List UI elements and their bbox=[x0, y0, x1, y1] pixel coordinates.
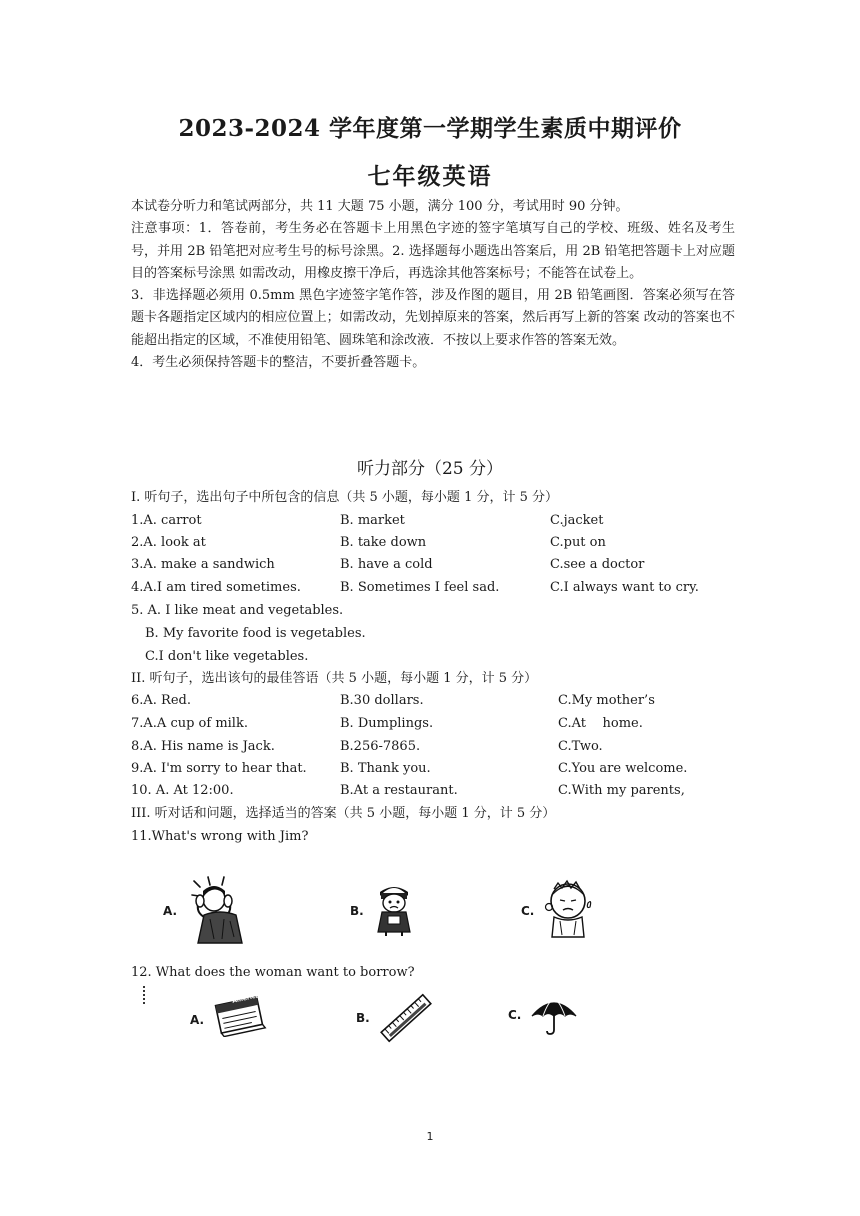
note-item-4: 4．考生必须保持答题卡的整洁，不要折叠答题卡。 bbox=[131, 355, 426, 371]
q10-option-c: C.With my parents, bbox=[558, 783, 685, 798]
q4-option-b: B. Sometimes I feel sad. bbox=[340, 580, 500, 595]
umbrella-icon bbox=[530, 996, 578, 1036]
q12-question: 12. What does the woman want to borrow? bbox=[131, 965, 415, 980]
q9-option-b: B. Thank you. bbox=[340, 761, 431, 776]
q10-option-a: 10. A. At 12:00. bbox=[131, 783, 234, 798]
q7-option-c: C.At home. bbox=[558, 716, 643, 731]
q5-option-a: 5. A. I like meat and vegetables. bbox=[131, 603, 344, 618]
q11-question: 11.What's wrong with Jim? bbox=[131, 829, 309, 844]
q11-letter-c: C. bbox=[521, 904, 535, 918]
q9-option-c: C.You are welcome. bbox=[558, 761, 688, 776]
q12-letter-c: C. bbox=[508, 1008, 522, 1022]
q6-option-c: C.My mother’s bbox=[558, 693, 655, 708]
note-item-3: 3．非选择题必须用 0.5mm 黑色字迹签字笔作答，涉及作图的题目，用 2B 铅笔画图．答案必须写在答题卡各题指定区域内的相应位置上；如需改动，先划掉原来的答案，然后再写上新的答案 改动的答案也不能超出指定的区域，不准使用铅笔、圆珠笔和涂改液．不按以上要求作答的答案无效。 bbox=[131, 288, 735, 348]
q2-option-c: C.put on bbox=[550, 535, 606, 550]
exam-subtitle: 七年级英语 bbox=[367, 163, 493, 190]
part2-instruction: II. 听句子，选出该句的最佳答语（共 5 小题，每小题 1 分，计 5 分） bbox=[131, 671, 538, 686]
exam-instructions bbox=[131, 196, 735, 374]
q2-option-b: B. take down bbox=[340, 535, 427, 550]
q9-option-a: 9.A. I'm sorry to hear that. bbox=[131, 761, 307, 776]
q12-letter-a: A. bbox=[190, 1013, 205, 1027]
q8-option-a: 8.A. His name is Jack. bbox=[131, 739, 275, 754]
q11-letter-a: A. bbox=[163, 904, 178, 918]
part1-instruction: I. 听句子，选出句子中所包含的信息（共 5 小题，每小题 1 分，计 5 分） bbox=[131, 490, 559, 505]
q3-option-c: C.see a doctor bbox=[550, 557, 645, 572]
q11-letter-b: B. bbox=[350, 904, 364, 918]
note-item-1: 注意事项：1．答卷前，考生务必在答题卡上用黑色字迹的签字笔填写自己的学校、班级、姓名及考生号，并用 2B 铅笔把对应考生号的标号涂黑。2. 选择题每小题选出答案后，用 2B 铅笔把答题卡上对应题目的答案标号涂黑 如需改动，用橡皮擦干净后，再选涂其他答案标号；不能答在试卷上。 bbox=[131, 221, 735, 281]
margin-dots bbox=[143, 986, 147, 1004]
q1-option-b: B. market bbox=[340, 513, 405, 528]
page-number: 1 bbox=[426, 1130, 434, 1143]
q6-option-a: 6.A. Red. bbox=[131, 693, 191, 708]
book-cover-text: America bbox=[231, 992, 261, 1005]
sick-boy-icon bbox=[372, 882, 416, 936]
q3-option-b: B. have a cold bbox=[340, 557, 433, 572]
q8-option-c: C.Two. bbox=[558, 739, 603, 754]
q7-option-b: B. Dumplings. bbox=[340, 716, 434, 731]
q2-option-a: 2.A. look at bbox=[131, 535, 206, 550]
q6-option-b: B.30 dollars. bbox=[340, 693, 424, 708]
q7-option-a: 7.A.A cup of milk. bbox=[131, 716, 248, 731]
ruler-icon bbox=[378, 990, 434, 1046]
q10-option-b: B.At a restaurant. bbox=[340, 783, 458, 798]
q12-letter-b: B. bbox=[356, 1011, 370, 1025]
q8-option-b: B.256-7865. bbox=[340, 739, 421, 754]
q5-option-c: C.I don't like vegetables. bbox=[145, 649, 309, 664]
q5-option-b: B. My favorite food is vegetables. bbox=[145, 626, 366, 641]
q1-option-c: C.jacket bbox=[550, 513, 604, 528]
book-icon bbox=[210, 993, 268, 1037]
intro-note: 本试卷分听力和笔试两部分，共 11 大题 75 小题，满分 100 分，考试用时 90 分钟。 bbox=[131, 199, 629, 214]
part3-instruction: III. 听对话和问题，选择适当的答案（共 5 小题，每小题 1 分，计 5 分） bbox=[131, 806, 556, 821]
listening-section-heading: 听力部分（25 分） bbox=[356, 459, 504, 479]
crying-boy-icon bbox=[540, 877, 604, 941]
q1-option-a: 1.A. carrot bbox=[131, 513, 202, 528]
q4-option-a: 4.A.I am tired sometimes. bbox=[131, 580, 301, 595]
exam-title: 2023-2024 学年度第一学期学生素质中期评价 bbox=[178, 115, 682, 142]
q4-option-c: C.I always want to cry. bbox=[550, 580, 699, 595]
q3-option-a: 3.A. make a sandwich bbox=[131, 557, 275, 572]
headache-person-icon bbox=[188, 875, 252, 945]
